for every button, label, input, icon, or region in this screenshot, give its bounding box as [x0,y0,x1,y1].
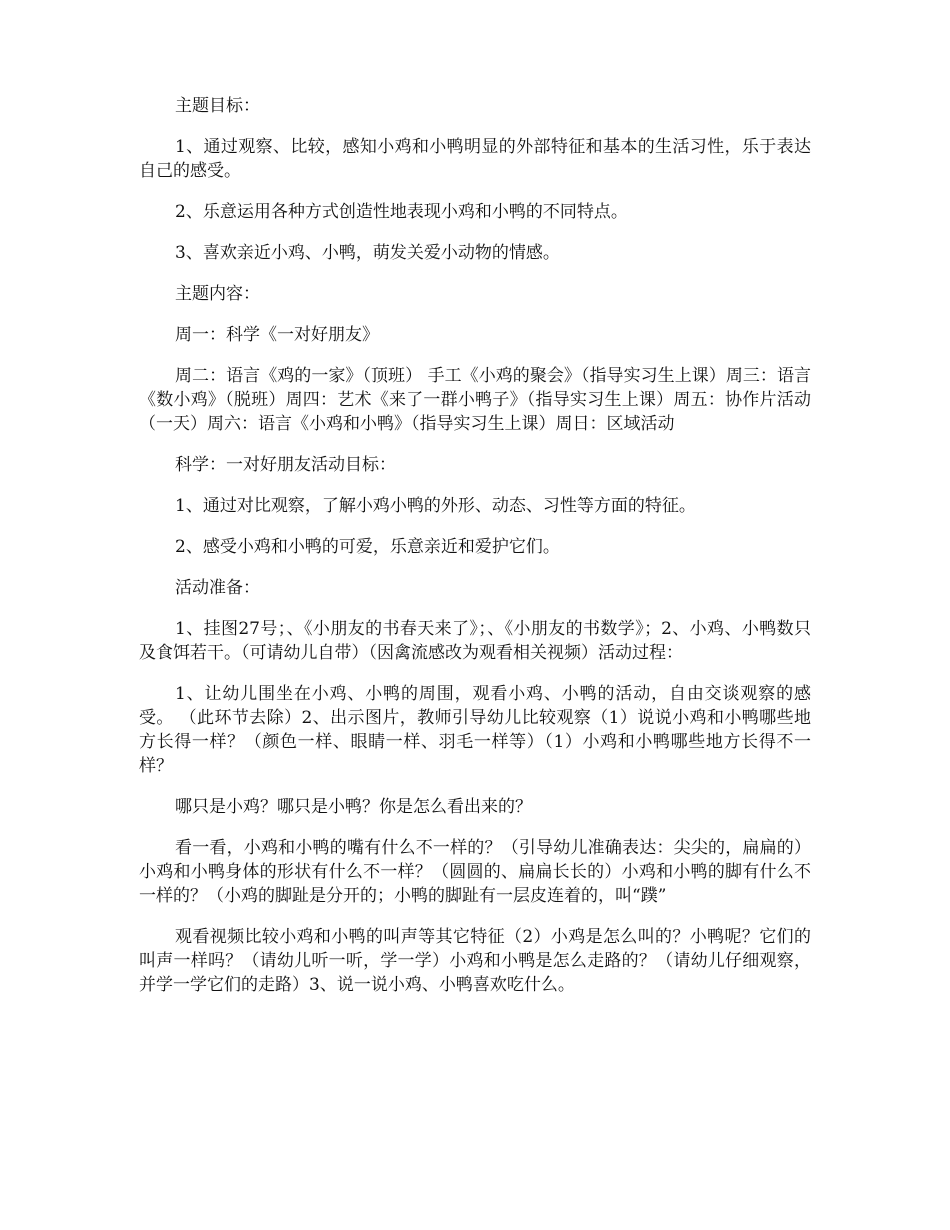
schedule-week: 周二：语言《鸡的一家》（顶班） 手工《小鸡的聚会》（指导实习生上课）周三：语言《数小鸡》（脱班）周四：艺术《来了一群小鸭子》（指导实习生上课）周五：协作片活动（一天）周六：语言《小鸡和小鸭》（指导实习生上课）周日：区域活动 [139,366,811,434]
compare-features: 看一看，小鸡和小鸭的嘴有什么不一样的？（引导幼儿准确表达：尖尖的，扁扁的）小鸡和小鸭身体的形状有什么不一样？（圆圆的、扁扁长长的）小鸡和小鸭的脚有什么不一样的？（小鸡的脚趾是分开的；小鸭的脚趾有一层皮连着的，叫“蹼” [139,838,811,906]
goal-item-3: 3、喜欢亲近小鸡、小鸭，萌发关爱小动物的情感。 [175,243,560,263]
heading-theme-content: 主题内容： [175,284,260,304]
heading-theme-goals: 主题目标： [175,96,260,116]
activity-goal-1: 1、通过对比观察，了解小鸡小鸭的外形、动态、习性等方面的特征。 [175,496,696,516]
heading-activity-preparation: 活动准备： [175,578,260,598]
goal-item-1: 1、通过观察、比较，感知小鸡和小鸭明显的外部特征和基本的生活习性，乐于表达自己的感受。 [139,137,811,181]
activity-goal-2: 2、感受小鸡和小鸭的可爱，乐意亲近和爱护它们。 [175,537,560,557]
process-step-1: 1、让幼儿围坐在小鸡、小鸭的周围，观看小鸡、小鸭的活动，自由交谈观察的感受。 （此环节去除）2、出示图片，教师引导幼儿比较观察（1）说说小鸡和小鸭哪些地方长得一样？（颜色一样、眼睛一样、羽毛一样等）（1）小鸡和小鸭哪些地方长得不一样？ [139,684,811,776]
goal-item-2: 2、乐意运用各种方式创造性地表现小鸡和小鸭的不同特点。 [175,202,628,222]
heading-science-activity-goals: 科学：一对好朋友活动目标： [175,455,396,475]
question-which-is-which: 哪只是小鸡？哪只是小鸭？你是怎么看出来的？ [175,797,532,817]
document-body [139,94,811,1014]
schedule-monday: 周一：科学《一对好朋友》 [175,325,379,345]
preparation-and-process: 1、挂图27号；、《小朋友的书春天来了》；、《小朋友的书数学》；2、小鸡、小鸭数只及食饵若干。（可请幼儿自带）（因禽流感改为观看相关视频）活动过程： [139,619,811,663]
compare-sounds-and-walk: 观看视频比较小鸡和小鸭的叫声等其它特征（2）小鸡是怎么叫的？小鸭呢？它们的叫声一样吗？（请幼儿听一听，学一学）小鸡和小鸭是怎么走路的？（请幼儿仔细观察，并学一学它们的走路）3、说一说小鸡、小鸭喜欢吃什么。 [139,927,811,995]
